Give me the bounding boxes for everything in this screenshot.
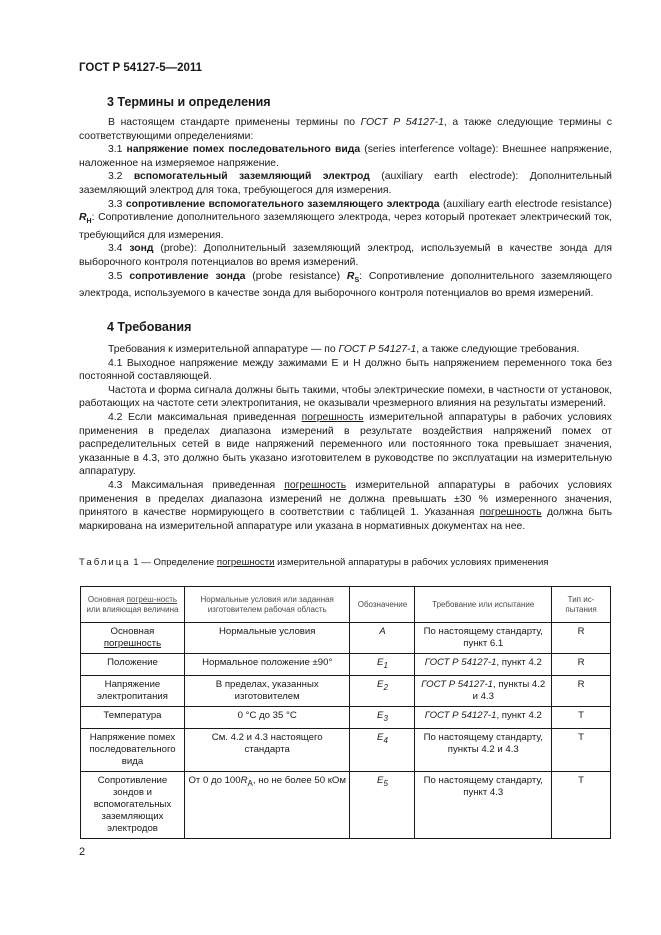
table-1: [80, 586, 611, 839]
cell-requirement: [415, 654, 552, 676]
page-number: 2: [79, 846, 86, 858]
term-definition: : Сопротивление дополнительного заземляющего электрода, используемого в качестве зонда для выборочного контроля потенциалов во время измерений.: [79, 270, 612, 300]
cell-text: , пункт 4.2: [496, 657, 542, 668]
intro-ref: ГОСТ Р 54127-1: [360, 117, 444, 128]
req-text-2: измерительной аппаратуры в рабочих условиях применения в пределах диапазона измерений в результате воздействия напряжений помех от распределительных сетей в виде напряжений переменного или постоянного тока превышает значения, указанные в 4.3, это должно быть указано изготовителем в руководстве по эксплуатации на измерительную аппаратуру.: [79, 411, 612, 478]
term-symbol: R: [79, 212, 87, 224]
cell-symbol: [350, 675, 415, 706]
cell-conditions: Нормальные условия: [184, 623, 350, 654]
section-3-intro: [79, 116, 612, 143]
cell-symbol-sub: A: [247, 778, 253, 788]
term-definition: (probe): Дополнительный заземляющий электрод, используемый в качестве зонда для выборочного контроля потенциалов во время измерений.: [79, 243, 612, 269]
cell-requirement: По настоящему стандарту, пункты 4.2 и 4.3: [415, 728, 552, 771]
header-underlined: погреш-ность: [126, 594, 178, 604]
req-4-2: [79, 411, 612, 479]
cell-symbol: [350, 706, 415, 728]
cell-symbol: A: [350, 623, 415, 654]
cell-text: , пункт 4.2: [496, 709, 542, 721]
term-number: 3.3: [108, 198, 126, 210]
intro-text: В настоящем стандарте применены термины по: [108, 117, 361, 128]
term-3-5: [79, 270, 612, 301]
cell-requirement: [415, 706, 552, 728]
table-row: [81, 706, 611, 728]
term-number: 3.2: [108, 171, 134, 183]
term-symbol-sub: S: [354, 276, 360, 284]
req-text: Требования к измерительной аппаратуре — по: [108, 344, 339, 355]
caption-text: 1 — Определение: [130, 557, 217, 568]
symbol-letter: E: [377, 731, 384, 743]
req-text-2: , а также следующие требования.: [416, 344, 580, 355]
term-3-1: [79, 143, 612, 170]
cell-symbol: [350, 654, 415, 676]
req-text: 4.2 Если максимальная приведенная: [108, 411, 302, 423]
table-row: [81, 771, 611, 838]
symbol-sub: 1: [383, 660, 388, 670]
cell-quantity: Напряжение электропитания: [81, 675, 185, 706]
req-underlined-2: погрешность: [479, 507, 542, 519]
cell-quantity: Температура: [81, 706, 185, 728]
cell-quantity: Положение: [81, 654, 185, 676]
cell-quantity: Сопротивление зондов и вспомогательных заземляющих электродов: [81, 771, 185, 838]
term-definition: (series interference voltage): Внешнее напряжение, наложенное на измеряемое напряжение.: [79, 144, 612, 169]
section-4-title: 4 Требования: [107, 320, 192, 334]
req-text: 4.3 Максимальная приведенная: [108, 479, 285, 491]
cell-underlined: погрешность: [103, 638, 162, 649]
term-english: (probe resistance): [245, 270, 347, 282]
cell-symbol-letter: R: [240, 774, 248, 786]
cell-conditions: См. 4.2 и 4.3 настоящего стандарта: [184, 728, 350, 771]
req-text-3: должна быть маркирована на измерительной аппаратуре или указана в нормативных документах на нее.: [79, 507, 612, 532]
cell-ref: ГОСТ Р 54127-1: [424, 657, 497, 668]
cell-requirement: [415, 675, 552, 706]
symbol-letter: E: [377, 709, 384, 721]
req-underlined: погрешность: [284, 479, 347, 491]
term-english: (auxiliary earth electrode resistance): [439, 198, 612, 210]
cell-requirement: По настоящему стандарту, пункт 4.3: [415, 771, 552, 838]
term-3-4: [79, 242, 612, 269]
header-test-type: Тип ис-пытания: [552, 587, 611, 623]
term-name: сопротивление зонда: [129, 270, 246, 282]
req-4-3: [79, 479, 612, 533]
table-header-row: [81, 587, 611, 623]
cell-conditions: [184, 771, 350, 838]
cell-text: , пункты 4.2 и 4.3: [472, 678, 546, 702]
cell-test-type: T: [552, 771, 611, 838]
cell-requirement: По настоящему стандарту, пункт 6.1: [415, 623, 552, 654]
symbol-sub: 4: [383, 735, 388, 745]
term-number: 3.1: [108, 144, 127, 156]
intro-text-2: , а также следующие термины с соответствующими определениями:: [79, 117, 612, 142]
term-name: сопротивление вспомогательного заземляющего электрода: [125, 198, 440, 210]
cell-test-type: T: [552, 706, 611, 728]
cell-conditions: В пределах, указанных изготовителем: [184, 675, 350, 706]
term-number: 3.4: [108, 243, 130, 255]
running-header: ГОСТ Р 54127-5—2011: [79, 62, 203, 74]
req-underlined: погрешность: [301, 411, 364, 423]
cell-ref: ГОСТ Р 54127-1: [421, 678, 494, 690]
section-4-body: [79, 343, 612, 533]
cell-conditions: 0 °C до 35 °C: [184, 706, 350, 728]
cell-test-type: R: [552, 623, 611, 654]
table-row: [81, 728, 611, 771]
symbol-sub: 3: [383, 713, 388, 723]
cell-symbol: [350, 728, 415, 771]
req-4-1: 4.1 Выходное напряжение между зажимами E и H должно быть напряжением переменного тока без постоянной составляющей.: [79, 357, 612, 383]
cell-test-type: T: [552, 728, 611, 771]
table-row: [81, 675, 611, 706]
caption-text-2: измерительной аппаратуры в рабочих условиях применения: [274, 557, 549, 568]
req-text-2: измерительной аппаратуры в рабочих условиях применения в пределах диапазона измерений не должна превышать ±30 % измеренного значения, принятого в качестве нормирующего в соответствии с таблицей 1. Указанная: [79, 479, 612, 519]
header-symbol: Обозначение: [350, 587, 415, 623]
symbol-letter: E: [377, 657, 384, 668]
header-quantity: [81, 587, 185, 623]
section-3-title: 3 Термины и определения: [107, 95, 271, 109]
term-3-3: [79, 198, 612, 243]
cell-ref: ГОСТ Р 54127-1: [424, 709, 497, 721]
term-name: напряжение помех последовательного вида: [126, 144, 361, 156]
symbol-sub: 2: [383, 682, 388, 692]
cell-quantity: Напряжение помех последовательного вида: [81, 728, 185, 771]
term-name: вспомогательный заземляющий электрод: [133, 171, 370, 183]
term-number: 3.5: [108, 270, 130, 282]
caption-label: Таблица: [79, 557, 131, 568]
cell-symbol: [350, 771, 415, 838]
req-ref: ГОСТ Р 54127-1: [338, 344, 417, 355]
header-requirement: Требование или испытание: [415, 587, 552, 623]
section-3-body: [79, 116, 612, 301]
cell-test-type: R: [552, 675, 611, 706]
cell-conditions: Нормальное положение ±90°: [184, 654, 350, 676]
cell-text-2: , но не более 50 кОм: [252, 774, 346, 786]
header-text: Основная: [87, 594, 127, 604]
table-row: [81, 623, 611, 654]
cell-text: Основная: [110, 626, 155, 637]
symbol-letter: E: [377, 678, 384, 690]
term-definition: : Сопротивление дополнительного заземляющего электрода, через который протекает электрический ток, требующийся для измерения.: [79, 212, 612, 241]
term-name: зонд: [129, 243, 154, 255]
symbol-sub: 5: [383, 778, 388, 788]
table-caption: [79, 557, 549, 568]
symbol-letter: E: [377, 774, 384, 786]
req-4-1-freq: Частота и форма сигнала должны быть такими, чтобы электрические помехи, в частности от установок, работающих на частоте сети электропитания, не оказывали чрезмерного влияния на результаты измерений.: [79, 384, 612, 410]
term-symbol: R: [346, 270, 355, 282]
cell-quantity: [81, 623, 185, 654]
table-row: [81, 654, 611, 676]
header-text-2: или влияющая величина: [86, 605, 179, 614]
header-conditions: Нормальные условия или заданная изготовителем рабочая область: [184, 587, 350, 623]
term-symbol-sub: H: [86, 218, 92, 226]
term-3-2: [79, 170, 612, 197]
cell-text: От 0 до 100: [188, 774, 241, 786]
caption-underlined: погрешности: [216, 557, 275, 568]
req-intro: [79, 343, 612, 357]
term-definition: (auxiliary earth electrode): Дополнительный заземляющий электрод для тока, требующегося для измерения.: [79, 171, 612, 196]
cell-test-type: R: [552, 654, 611, 676]
